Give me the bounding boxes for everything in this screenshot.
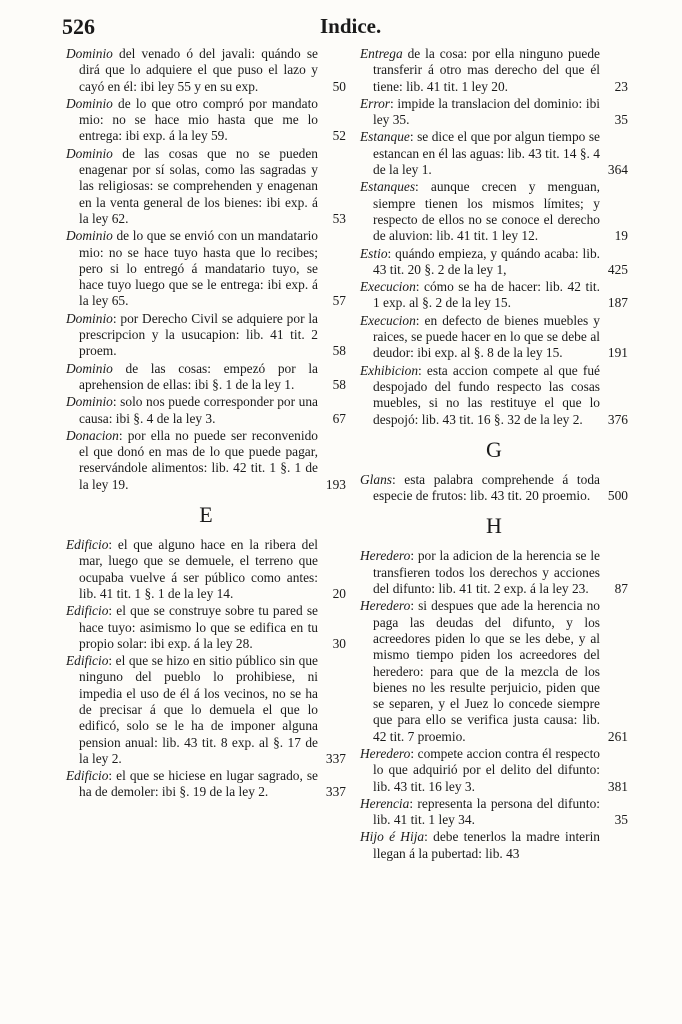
entry-term: Error [360, 95, 391, 111]
entry-page-number: 191 [607, 345, 628, 361]
index-entry [66, 46, 346, 95]
entry-page-number: 19 [614, 228, 628, 244]
entry-page-number: 58 [332, 376, 346, 392]
entry-page-number: 425 [607, 261, 628, 277]
entry-text: de lo que otro compró por mandato mio: no se hace mio hasta que me lo entrega: ibi exp. á la ley 59. [79, 95, 318, 144]
index-entry [66, 146, 346, 227]
index-entry [360, 129, 628, 178]
entry-page-number: 87 [614, 581, 628, 597]
entry-term: Dominio [66, 95, 113, 111]
index-entry [360, 548, 628, 597]
entry-text: : el que se hizo en sitio público sin que ninguno del pueblo lo prohibiese, ni impedia el uso de él á los vecinos, no se ha de precisar á que lo demuela el que lo edificó, solo se le ha de imponer alguna pension anual: lib. 43 tit. 8 exp. al §. 17 de la ley 2. [79, 653, 318, 766]
section-letter: E [199, 502, 213, 528]
index-entry [360, 472, 628, 505]
entry-text: : el que alguno hace en la ribera del mar, luego que se demuele, el terreno que ocupaba vuelve á ser público como antes: lib. 41 tit. 1 §. 1 de la ley 14. [79, 537, 318, 601]
running-title: Indice. [320, 14, 382, 38]
entry-term: Dominio [66, 228, 113, 244]
index-entry [360, 246, 628, 279]
index-entry [360, 179, 628, 244]
index-entry [360, 363, 628, 428]
index-entry [360, 279, 628, 312]
entry-term: Dominio [66, 394, 113, 410]
entry-term: Edificio [66, 603, 109, 619]
index-entry [66, 96, 346, 145]
entry-page-number: 187 [607, 295, 628, 311]
entry-page-number: 381 [607, 778, 628, 794]
entry-text: de la cosa: por ella ninguno puede transferir á otro mas derecho del que él tiene: lib. 41 tit. 1 ley 20. [373, 46, 600, 94]
entry-term: Dominio [66, 145, 113, 161]
entry-page-number: 52 [332, 128, 346, 144]
index-column-left [66, 46, 346, 802]
entry-term: Edificio [66, 768, 109, 784]
entry-text: : por ella no puede ser reconvenido el que donó en mas de lo que puede pagar, reservándole alimentos: lib. 42 tit. 1 §. 1 de la ley 19. [79, 427, 318, 492]
entry-page-number: 376 [607, 411, 628, 427]
entry-text: : quándo empieza, y quándo acaba: lib. 43 tit. 20 §. 2 de la ley 1, [373, 245, 600, 277]
entry-term: Estanque [360, 129, 410, 145]
entry-term: Dominio [66, 360, 113, 376]
entry-text: : impide la translacion del dominio: ibi ley 35. [373, 95, 600, 128]
entry-page-number: 337 [325, 750, 346, 766]
entry-term: Donacion [66, 427, 119, 443]
section-letter: H [486, 513, 502, 539]
index-entry [360, 746, 628, 795]
entry-page-number: 193 [325, 476, 346, 492]
entry-text: : aunque crecen y menguan, siempre tienen los mismos límites; y respecto de ellos no se conoce el derecho de aluvion: lib. 41 tit. 1 ley 12. [373, 179, 600, 244]
entry-text: : el que se hiciese en lugar sagrado, se ha de demoler: ibi §. 19 de la ley 2. [79, 768, 318, 800]
entry-text: : cómo se ha de hacer: lib. 42 tit. 1 exp. al §. 2 de la ley 15. [373, 279, 600, 311]
entry-page-number: 57 [332, 293, 346, 309]
index-entry [360, 313, 628, 362]
entry-term: Execucion [360, 279, 416, 295]
entry-text: : por Derecho Civil se adquiere por la prescripcion y la usucapion: lib. 41 tit. 2 proem. [79, 310, 318, 359]
entry-term: Edificio [66, 537, 109, 553]
entry-term: Edificio [66, 653, 109, 669]
entry-page-number: 30 [332, 635, 346, 651]
entry-page-number: 261 [607, 728, 628, 744]
entry-page-number: 35 [614, 812, 628, 828]
entry-term: Herencia [360, 795, 410, 811]
entry-page-number: 35 [614, 112, 628, 128]
index-entry [360, 96, 628, 129]
entry-page-number: 50 [332, 78, 346, 94]
entry-term: Heredero [360, 598, 411, 614]
entry-text: : solo nos puede corresponder por una causa: ibi §. 4 de la ley 3. [79, 394, 318, 426]
entry-page-number: 20 [332, 585, 346, 601]
entry-text: : debe tenerlos la madre interin llegan á la pubertad: lib. 43 [373, 829, 600, 861]
index-column-right [360, 46, 628, 863]
entry-term: Estanques [360, 179, 416, 195]
entry-text: : por la adicion de la herencia se le transfieren todos los derechos y acciones del difunto: lib. 41 tit. 2 exp. á la ley 23. [373, 548, 600, 597]
entry-page-number: 364 [607, 162, 628, 178]
entry-term: Hijo é Hija [360, 829, 425, 845]
entry-page-number: 67 [332, 410, 346, 426]
entry-page-number: 58 [332, 343, 346, 359]
entry-term: Dominio [66, 46, 113, 61]
index-entry [66, 311, 346, 360]
entry-text: de las cosas: empezó por la aprehension de ellas: ibi §. 1 de la ley 1. [79, 360, 318, 392]
entry-page-number: 23 [614, 78, 628, 94]
entry-term: Heredero [360, 548, 411, 564]
index-entry [66, 768, 346, 801]
index-entry [66, 537, 346, 602]
entry-term: Exhibicion [360, 362, 419, 378]
entry-text: del venado ó del javali: quándo se dirá que lo adquiere el que puso el lazo y cayó en él: ibi ley 55 y en su exp. [79, 46, 318, 94]
index-entry [66, 653, 346, 767]
entry-text: : se dice el que por algun tiempo se estancan en él las aguas: lib. 43 tit. 14 §. 4 de la ley 1. [373, 129, 600, 178]
index-entry [360, 829, 628, 862]
entry-term: Heredero [360, 745, 411, 761]
entry-term: Entrega [360, 46, 403, 61]
index-entry [66, 228, 346, 309]
entry-text: : si despues que ade la herencia no paga las deudas del difunto, y los acreedores piden lo que se les debe, y al mismo tiempo piden los acreedores del heredero: para que de la mezcla de los bienes no les resulte perjuicio, piden que se separen, y el Juez lo concede siempre que para ello se verifica justa causa: lib. 42 tit. 7 proemio. [373, 598, 600, 744]
entry-text: : el que se construye sobre tu pared se hace tuyo: asimismo lo que se edifica en tu propio solar: ibi exp. á la ley 28. [79, 603, 318, 651]
entry-text: : representa la persona del difunto: lib. 41 tit. 1 ley 34. [373, 795, 600, 828]
entry-text: : en defecto de bienes muebles y raices, se puede hacer en lo que se debe al deudor: ibi exp. al §. 8 de la ley 15. [373, 312, 600, 361]
index-entry [66, 361, 346, 394]
entry-page-number: 337 [325, 784, 346, 800]
entry-page-number: 53 [332, 210, 346, 226]
entry-term: Execucion [360, 312, 416, 328]
entry-text: : esta palabra comprehende á toda especie de frutos: lib. 43 tit. 20 proemio. [373, 471, 600, 504]
entry-text: : compete accion contra él respecto lo que adquirió por el delito del difunto: lib. 43 tit. 16 ley 3. [373, 745, 600, 794]
entry-term: Dominio [66, 310, 113, 326]
index-entry [66, 428, 346, 493]
entry-text: de las cosas que no se pueden enagenar por sí solas, como las sagradas y las religiosas: se comprehenden y enagenan en la venta general de los bienes: ibi exp. á la ley 62. [79, 145, 318, 226]
entry-term: Glans [360, 471, 392, 487]
entry-term: Estio [360, 245, 388, 261]
entry-text: de lo que se envió con un mandatario mio: no se hace tuyo hasta que lo recibes; pero si lo entregó á mandatario tuyo, se hace tuyo luego que se le entrega: ibi exp. á la ley 65. [79, 228, 318, 309]
index-entry [66, 394, 346, 427]
entry-page-number: 500 [607, 488, 628, 504]
index-entry [66, 603, 346, 652]
entry-text: : esta accion compete al que fué despojado del fundo respecto las cosas muebles, si no las restituye el que lo despojó: lib. 43 tit. 16 §. 32 de la ley 2. [373, 362, 600, 427]
index-entry [360, 46, 628, 95]
index-entry [360, 796, 628, 829]
index-entry [360, 598, 628, 745]
section-letter: G [486, 436, 502, 462]
page-number: 526 [62, 14, 95, 39]
